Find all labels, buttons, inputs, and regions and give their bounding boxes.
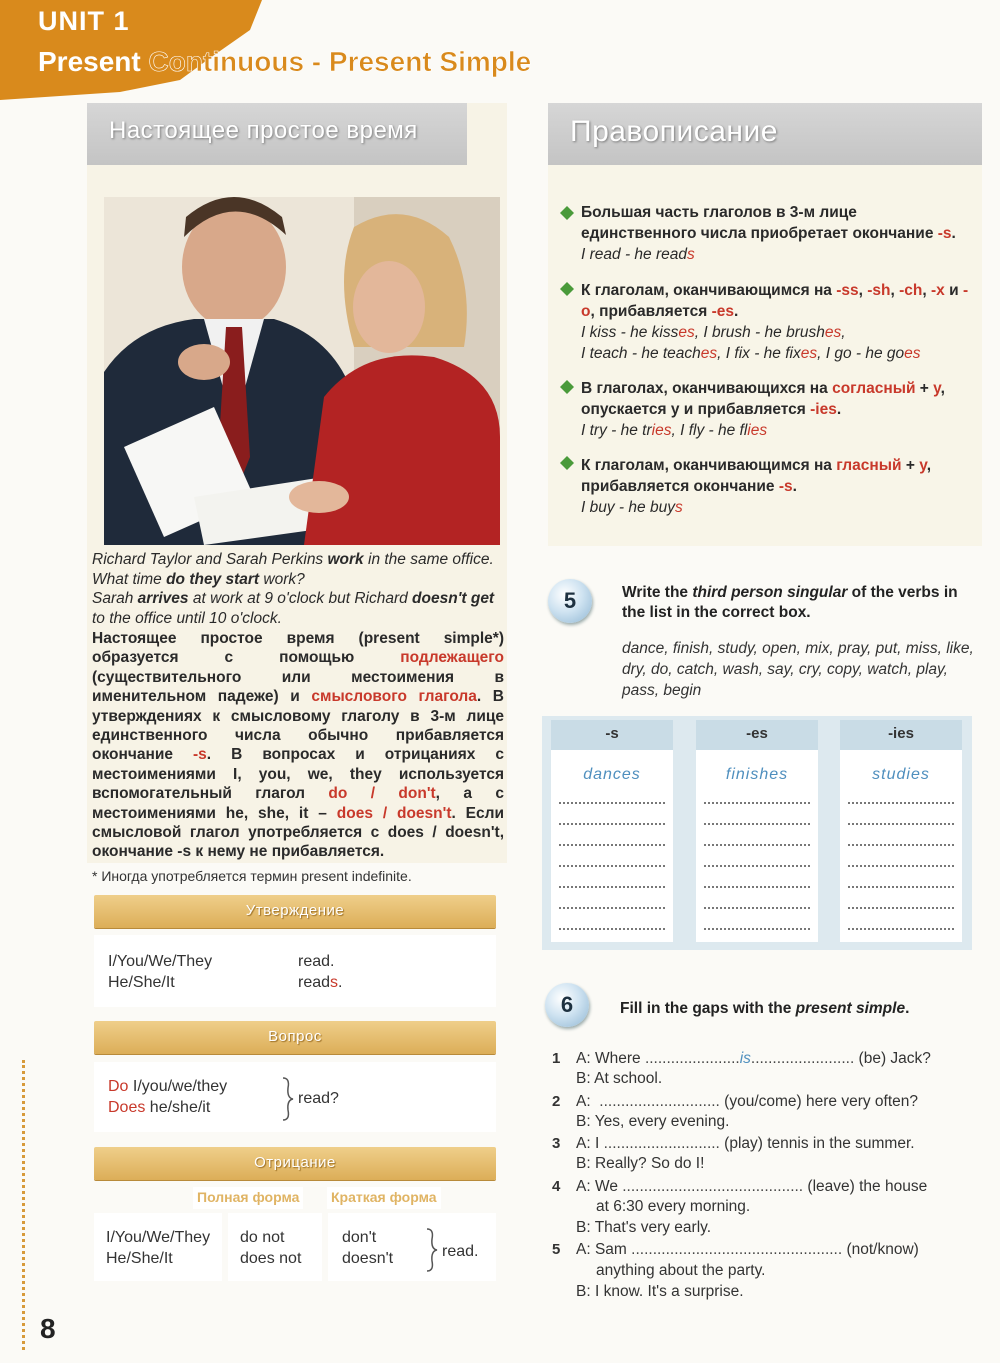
verb-period: . [338, 974, 343, 991]
unit-banner [0, 0, 640, 105]
dialogue-line-a-cont: anything about the party. [596, 1262, 766, 1279]
ex-text: kiss [589, 324, 617, 341]
explanation-text: Настоящее простое время (present simple*) образуется с помощью [92, 630, 504, 667]
ex-text: - he [851, 345, 887, 362]
unit-title-rest: Continuous - Present Simple [140, 46, 532, 77]
answer-line[interactable] [848, 802, 954, 804]
line-text: We [594, 1178, 623, 1195]
ex-ending: es [824, 324, 842, 341]
box-es [696, 720, 818, 942]
caption-text: to the office until 10 o'clock. [92, 609, 282, 627]
rule-text: . [734, 303, 739, 320]
rule-highlight: -x [931, 282, 945, 299]
rule-highlight: -ies [810, 401, 837, 418]
dialogue-line-b [576, 1283, 976, 1301]
instr-text: of the verbs in the list in the correct box. [622, 584, 958, 621]
ex-text: try [589, 422, 607, 439]
box-s [551, 720, 673, 942]
ex-text: , I [671, 422, 689, 439]
explanation-highlight: смыслового глагола [311, 688, 477, 706]
answer-line[interactable] [559, 865, 665, 867]
aux-does: Does [108, 1099, 146, 1116]
rule-text: , [858, 282, 868, 299]
unit-label: UNIT 1 [38, 6, 130, 36]
ex-text: fix [785, 345, 801, 362]
verb-third: read [298, 974, 331, 991]
box-s-header: -s [551, 720, 673, 750]
caption-text: Sarah [92, 590, 138, 607]
speaker-label: A: [576, 1050, 591, 1067]
short-doesnt: doesn't [342, 1250, 394, 1267]
instr-italic: third person singular [692, 584, 848, 601]
speaker-label: A: [576, 1241, 591, 1258]
negative-header-text: Отрицание [254, 1154, 336, 1171]
footnote: * Иногда употребляется термин present indefinite. [92, 868, 412, 884]
rule-text: , прибавляется окончание [581, 457, 931, 495]
spelling-header-text: Правописание [570, 115, 778, 148]
ex-text: fix [734, 345, 750, 362]
question-table [94, 1062, 496, 1132]
dialogue-line-b [576, 1113, 976, 1131]
ex-ending: s [674, 499, 683, 516]
diamond-bullet-icon [560, 282, 574, 296]
speaker-label: A: [576, 1093, 591, 1110]
rule-highlight: y [933, 380, 941, 397]
diamond-bullet-icon [560, 456, 574, 470]
caption-text: Richard Taylor and Sarah Perkins [92, 551, 328, 568]
caption-text: at work at 9 o'clock but Richard [188, 590, 413, 607]
ex-text: - he [704, 422, 740, 439]
answer-line[interactable] [559, 907, 665, 909]
caption-bold: do they start [166, 570, 260, 588]
rule-highlight: согласный [832, 380, 916, 397]
ex-text: read [589, 246, 621, 263]
question-verb: read? [298, 1090, 339, 1107]
answer-line[interactable] [559, 844, 665, 846]
ex-ending: es [904, 345, 921, 362]
subject-singular: He/She/It [106, 1250, 173, 1267]
negative-subjects [106, 1227, 210, 1269]
question-header [94, 1021, 496, 1054]
explanation-highlight: does / doesn't [336, 804, 452, 822]
line-text: (you/come) here very often? [719, 1093, 919, 1110]
ex-text: - he [614, 499, 650, 516]
explanation-text: , а с местоимениями he, she, it – [92, 785, 504, 822]
rule-highlight: -o [581, 282, 969, 320]
rule-highlight: -es [711, 303, 735, 320]
line-text: Where [594, 1050, 645, 1067]
rule-text: , прибавляется [590, 303, 712, 320]
gap-blank[interactable]: ............................ [599, 1093, 720, 1110]
caption-text: work? [259, 570, 305, 588]
full-do-not: do not [240, 1229, 285, 1246]
rule-highlight: -ss [836, 282, 859, 299]
speaker-label: A: [576, 1178, 591, 1195]
ex-text: , I [717, 345, 735, 362]
exercise-5-number: 5 [563, 588, 577, 613]
subject-plural: I/you/we/they [128, 1078, 228, 1095]
gap-blank[interactable]: .......................................... [622, 1178, 804, 1195]
negative-verb: read. [442, 1243, 479, 1260]
spelling-rule-4 [581, 455, 976, 518]
rule-highlight: -s [937, 225, 952, 242]
subject-plural: I/You/We/They [108, 953, 213, 970]
explanation-text: . В утверждениях к смысловому глаголу в 3-м лице единственного числа обычно прибавляется окончание [92, 688, 504, 764]
caption-bold: work [327, 551, 364, 568]
rule-text: , [890, 282, 900, 299]
verb-ending: s [330, 974, 339, 991]
exercise-6-badge [545, 983, 589, 1027]
instr-italic: present simple [795, 1000, 906, 1017]
ex-text: tr [642, 422, 652, 439]
exercise-5-badge [548, 579, 592, 623]
spelling-rule-1 [581, 202, 976, 265]
rule-text: Большая часть глаголов в 3-м лице единственного числа приобретает окончание [581, 204, 938, 242]
ex-ending: s [687, 246, 695, 263]
present-simple-header [87, 103, 467, 165]
line-text: Sam [594, 1241, 632, 1258]
caption-text: in the same office. What time [92, 551, 494, 588]
verb-base: read. [298, 953, 335, 970]
line-text: That's very early. [594, 1219, 712, 1236]
ex-text: - he [749, 345, 786, 362]
rule-text: , опускается y и прибавляется [581, 380, 945, 418]
answer-line[interactable] [848, 907, 954, 909]
subject-singular: he/she/it [145, 1099, 211, 1116]
photo-caption [92, 550, 502, 628]
unit-title [38, 46, 531, 78]
brace-icon [424, 1227, 440, 1273]
dialogue-line-a [576, 1178, 976, 1196]
exercise-5-instruction [622, 583, 974, 623]
dialogue-line-a [576, 1050, 976, 1068]
ex-text: I [581, 246, 590, 263]
short-dont: don't [342, 1229, 377, 1246]
ex-text: - he [616, 324, 652, 341]
answer-line[interactable] [848, 865, 954, 867]
answer-line[interactable] [704, 886, 810, 888]
ex-text: - he [620, 246, 656, 263]
line-text: (not/know) [842, 1241, 919, 1258]
rule-example [581, 499, 683, 516]
rule-text: . [951, 225, 956, 242]
short-form-label: Краткая форма [327, 1187, 441, 1209]
rule-example [581, 324, 921, 362]
caption-bold: doesn't get [412, 590, 495, 607]
spelling-rule-2 [581, 280, 976, 364]
ex-ending: es [800, 345, 818, 362]
diamond-bullet-icon [560, 380, 574, 394]
line-text: (leave) the house [803, 1178, 928, 1195]
ex-ending: ies [651, 422, 672, 439]
rule-text: и [944, 282, 963, 299]
ex-text: go [834, 345, 852, 362]
answer-line[interactable] [704, 865, 810, 867]
item-number: 1 [552, 1050, 561, 1067]
answer-line[interactable] [704, 844, 810, 846]
answer-line[interactable] [848, 823, 954, 825]
instr-text: Write the [622, 584, 693, 601]
box-ies-example: studies [872, 766, 930, 783]
affirmative-subjects [108, 951, 212, 993]
brace-icon [280, 1076, 296, 1122]
dialogue-line-a-cont: at 6:30 every morning. [596, 1198, 751, 1215]
ex-text: fl [739, 422, 748, 439]
subject-plural: I/You/We/They [106, 1229, 211, 1246]
answer-line[interactable] [704, 802, 810, 804]
explanation-text: . Если смысловой глагол употребляется с does / doesn't, окончание -s к нему не прибавляется. [92, 804, 504, 861]
explanation-text: (существительного или местоимения в именительном падеже) и [92, 668, 504, 706]
ex-text: buy [649, 499, 675, 516]
line-text: (be) Jack? [854, 1050, 931, 1067]
rule-text: К глаголам, оканчивающимся на [581, 457, 837, 474]
question-subjects [108, 1076, 227, 1118]
answer-line[interactable] [704, 907, 810, 909]
ex-text: fly [688, 422, 705, 439]
item-number: 3 [552, 1135, 561, 1152]
dialogue-line-a [576, 1241, 976, 1259]
affirmative-table [94, 935, 496, 1007]
rule-text: . [836, 401, 842, 418]
rule-text: , [922, 282, 932, 299]
ex-text: I [581, 422, 590, 439]
box-s-example: dances [583, 766, 641, 783]
ex-text: I [581, 324, 590, 341]
rule-text: К глаголам, оканчивающимся на [581, 282, 837, 299]
ex-text: I [581, 345, 590, 362]
answer-line[interactable] [559, 823, 665, 825]
speaker-label: B: [576, 1155, 591, 1172]
line-text: Really? So do I! [594, 1155, 705, 1172]
affirmative-header-text: Утверждение [245, 902, 345, 919]
item-number: 2 [552, 1093, 561, 1110]
ex-text: brush [786, 324, 825, 341]
ex-text: teach [662, 345, 701, 362]
dialogue-line-b [576, 1219, 976, 1237]
full-form-label: Полная форма [193, 1187, 303, 1209]
explanation-highlight: подлежащего [400, 649, 504, 667]
present-simple-header-text: Настоящее простое время [109, 117, 418, 144]
affirmative-verbs [298, 951, 342, 993]
line-text: (play) tennis in the summer. [719, 1135, 915, 1152]
line-text: Yes, every evening. [594, 1113, 730, 1130]
exercise-6-number: 6 [560, 992, 574, 1017]
question-header-text: Вопрос [268, 1028, 322, 1045]
speaker-label: B: [576, 1219, 591, 1236]
ex-text: I [581, 499, 590, 516]
item-number: 4 [552, 1178, 561, 1195]
negative-full-cell [228, 1213, 322, 1281]
office-photo [104, 197, 500, 545]
gap-blank[interactable]: ........................ [750, 1050, 855, 1067]
instr-text: . [905, 1000, 910, 1017]
item-number: 5 [552, 1241, 561, 1258]
gap-blank[interactable]: ...................... [644, 1050, 740, 1067]
dialogue-line-a [576, 1093, 976, 1111]
ex-text: read [655, 246, 688, 263]
answer-line[interactable] [559, 886, 665, 888]
rule-text: . [792, 478, 797, 495]
ex-ending: ies [747, 422, 768, 439]
rule-text: + [901, 457, 920, 474]
gap-answer: is [739, 1050, 751, 1067]
explanation-highlight: -s [193, 746, 207, 764]
ex-text: - he [606, 422, 643, 439]
rule-highlight: гласный [836, 457, 902, 474]
margin-dotted-rule [22, 1060, 26, 1350]
answer-line[interactable] [848, 928, 954, 930]
dialogue-line-b [576, 1155, 976, 1173]
ex-text: kiss [651, 324, 679, 341]
box-ies-header: -ies [840, 720, 962, 750]
negative-short-cell [328, 1213, 496, 1281]
answer-line[interactable] [704, 928, 810, 930]
rule-highlight: -ch [899, 282, 923, 299]
affirmative-header [94, 895, 496, 928]
ex-text: - he [750, 324, 787, 341]
verb-list: dance, finish, study, open, mix, pray, put, miss, like, dry, do, catch, wash, say, cry, copy, watch, play, pass, begin [622, 640, 974, 699]
negative-header [94, 1147, 496, 1180]
grammar-explanation [92, 629, 504, 862]
answer-line[interactable] [559, 802, 665, 804]
line-text: I know. It's a surprise. [594, 1283, 744, 1300]
ex-ending: es [678, 324, 695, 341]
answer-line[interactable] [848, 886, 954, 888]
explanation-highlight: do / don't [328, 785, 436, 803]
speaker-label: B: [576, 1283, 591, 1300]
ex-text: , I [817, 345, 835, 362]
ex-text: - he [627, 345, 663, 362]
explanation-text: . В вопросах и отрицаниях с местоимениями I, you, we, they используется вспомогательный глагол [92, 746, 504, 803]
ex-text: go [886, 345, 905, 362]
ex-text: buy [589, 499, 615, 516]
ex-ending: es [700, 345, 718, 362]
box-ies [840, 720, 962, 942]
speaker-label: B: [576, 1070, 591, 1087]
speaker-label: B: [576, 1113, 591, 1130]
box-es-header: -es [696, 720, 818, 750]
rule-example [581, 246, 695, 263]
answer-line[interactable] [559, 928, 665, 930]
negative-subject-cell [94, 1213, 222, 1281]
unit-title-start: Present [38, 46, 141, 77]
rule-highlight: y [919, 457, 927, 474]
page-number: 8 [40, 1313, 56, 1344]
diamond-bullet-icon [560, 206, 574, 220]
speaker-label: A: [576, 1135, 591, 1152]
dialogue-line-b [576, 1070, 976, 1088]
negative-full-forms [240, 1227, 301, 1269]
instr-text: Fill in the gaps with the [620, 1000, 796, 1017]
gap-blank[interactable]: ................................................. [631, 1241, 843, 1258]
spelling-rule-3 [581, 378, 976, 441]
rule-text: + [915, 380, 934, 397]
rule-highlight: -s [778, 478, 793, 495]
answer-line[interactable] [704, 823, 810, 825]
rule-text: В глаголах, оканчивающихся на [581, 380, 833, 397]
gap-blank[interactable]: ........................... [603, 1135, 720, 1152]
spelling-header [548, 103, 982, 165]
office-photo-illustration [104, 197, 500, 545]
caption-bold: arrives [137, 590, 189, 607]
negative-short-forms [342, 1227, 393, 1269]
rule-highlight: -sh [867, 282, 891, 299]
line-text: I [594, 1135, 604, 1152]
ex-text: , I [694, 324, 712, 341]
line-text: At school. [594, 1070, 663, 1087]
ex-text: teach [589, 345, 628, 362]
subject-singular: He/She/It [108, 974, 175, 991]
rule-example [581, 422, 767, 439]
box-es-example: finishes [725, 766, 789, 783]
full-does-not: does not [240, 1250, 302, 1267]
answer-line[interactable] [848, 844, 954, 846]
dialogue-line-a [576, 1135, 976, 1153]
aux-do: Do [108, 1078, 129, 1095]
ex-text: brush [711, 324, 751, 341]
ex-text: , [841, 324, 846, 341]
exercise-6-instruction [620, 999, 976, 1019]
